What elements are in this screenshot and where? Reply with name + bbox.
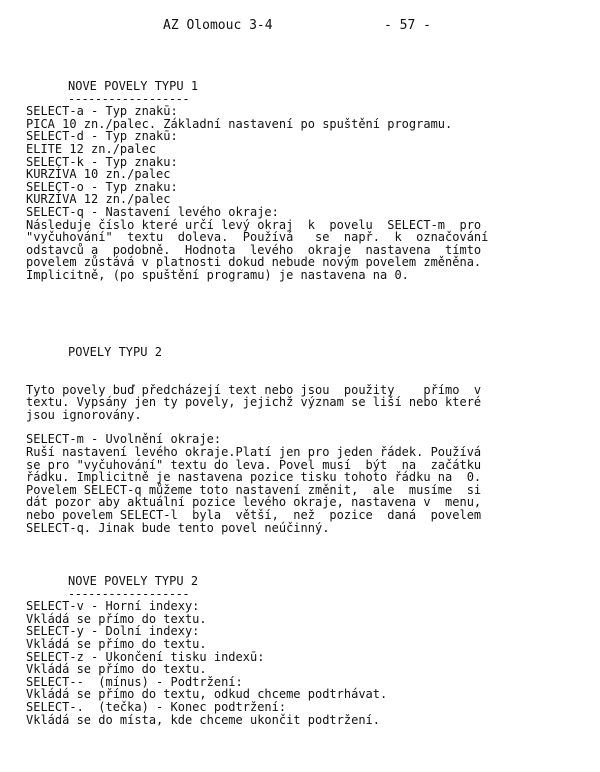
paragraph-line: Ruší nastavení levého okraje.Platí jen pro jeden řádek. Používá xyxy=(26,444,482,459)
section-title: POVELY TYPU 2 xyxy=(68,345,162,359)
text-line: PICA 10 zn./palec. Základní nastavení po spuštění programu. xyxy=(26,116,453,131)
paragraph-line: SELECT-q. Jinak bude tento povel neúčinný. xyxy=(26,520,330,535)
header-title: AZ Olomouc 3-4 xyxy=(163,18,273,33)
text-line: KURZÍVA 12 zn./palec xyxy=(26,192,171,207)
command-heading: SELECT-m - Uvolnění okraje: xyxy=(26,432,222,447)
section-nove-povely-typu-1 xyxy=(26,80,586,282)
paragraph-line: povelem zůstává v platnosti dokud nebude novým povelem změněna. xyxy=(26,255,482,270)
text-line: SELECT-a - Typ znakū: xyxy=(26,104,178,119)
paragraph-line: řádku. Implicitně je nastavena pozice tisku tohoto řádku na 0. xyxy=(26,470,482,485)
section-nove-povely-typu-2 xyxy=(26,575,586,726)
text-line: Vkládá se do místa, kde chceme ukončit podtržení. xyxy=(26,712,381,727)
text-line: SELECT-z - Ukončení tisku indexū: xyxy=(26,649,265,664)
text-line: SELECT-v - Horní indexy: xyxy=(26,599,200,614)
paragraph-line: jsou ignorovány. xyxy=(26,407,142,422)
text-line: KURZÍVA 10 zn./palec xyxy=(26,167,171,182)
text-line: SELECT-. (tečka) - Konec podtržení: xyxy=(26,699,287,714)
paragraph-line: Povelem SELECT-q můžeme toto nastavení změnit, ale musíme si xyxy=(26,482,482,497)
text-line: SELECT-- (mínus) - Podtržení: xyxy=(26,674,243,689)
text-line: Vkládá se přímo do textu. xyxy=(26,611,207,626)
text-line: SELECT-y - Dolní indexy: xyxy=(26,624,200,639)
text-line: Vkládá se přímo do textu. xyxy=(26,636,207,651)
text-line: SELECT-q - Nastavení levého okraje: xyxy=(26,204,279,219)
paragraph-line: se pro "vyčuhování" textu do leva. Povel musí být na začátku xyxy=(26,457,482,472)
text-line: Vkládá se přímo do textu. xyxy=(26,662,207,677)
paragraph-line: odstavců a podobně. Hodnota levého okraje nastavena tímto xyxy=(26,242,482,257)
title-underline: ------------------ xyxy=(68,586,190,601)
text-line: SELECT-d - Typ znakū: xyxy=(26,129,178,144)
section-title: NOVE POVELY TYPU 2 xyxy=(68,574,199,588)
paragraph-line: nebo povelem SELECT-l byla větší, než pozice daná povelem xyxy=(26,507,482,522)
paragraph-line: Následuje číslo které určí levý okraj k povelu SELECT-m pro xyxy=(26,217,482,232)
paragraph-line: Implicitně, (po spuštění programu) je nastavena na 0. xyxy=(26,267,409,282)
title-underline: ------------------ xyxy=(68,91,190,106)
paragraph-line: dát pozor aby aktuální pozice levého okraje, nastavena v menu, xyxy=(26,495,482,510)
section-povely-typu-2 xyxy=(26,346,586,534)
paragraph-line: "vyčuhování" textu doleva. Používá se např. k označování xyxy=(26,230,489,245)
paragraph-line: textu. Vypsány jen ty povely, jejichž význam se liší nebo které xyxy=(26,395,482,410)
text-line: SELECT-o - Typ znaku: xyxy=(26,179,178,194)
page-header xyxy=(0,20,600,36)
text-line: ELITE 12 zn./palec xyxy=(26,141,157,156)
text-line: Vkládá se přímo do textu, odkud chceme podtrhávat. xyxy=(26,687,388,702)
paragraph-line: Tyto povely buď předcházejí text nebo jsou použity přímo v xyxy=(26,382,482,397)
text-line: SELECT-k - Typ znaku: xyxy=(26,154,178,169)
section-title: NOVE POVELY TYPU 1 xyxy=(68,79,199,93)
page-number: - 57 - xyxy=(384,18,431,33)
